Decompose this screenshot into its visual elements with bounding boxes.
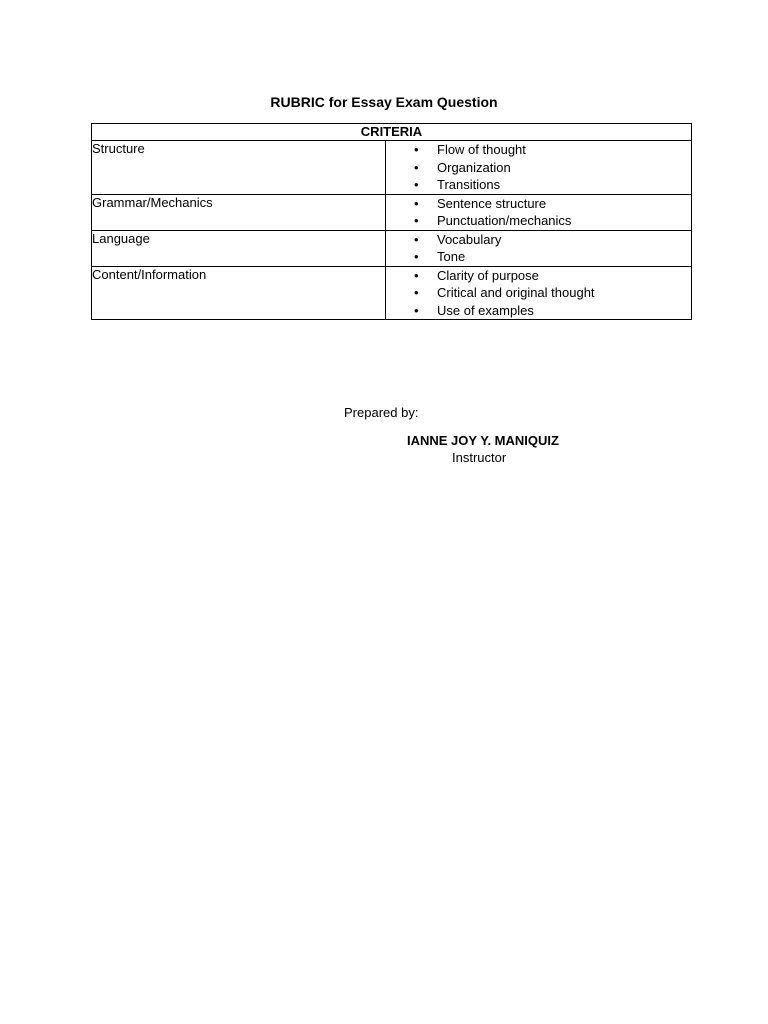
criterion-item bbox=[386, 248, 691, 266]
criterion-item-text: Sentence structure bbox=[437, 195, 547, 211]
criterion-item bbox=[386, 284, 691, 302]
bullet-icon: • bbox=[414, 249, 419, 264]
rubric-row-grammar-mechanics bbox=[92, 194, 692, 230]
bullet-icon: • bbox=[414, 267, 419, 283]
rubric-row-language bbox=[92, 230, 692, 266]
criterion-item-text: Critical and original thought bbox=[437, 285, 595, 300]
criterion-item-list bbox=[386, 141, 691, 194]
bullet-icon: • bbox=[414, 213, 419, 228]
bullet-icon: • bbox=[414, 195, 419, 211]
criterion-item bbox=[386, 159, 691, 177]
criterion-item-text: Tone bbox=[437, 249, 466, 264]
criteria-header: CRITERIA bbox=[92, 124, 692, 141]
criterion-item-text: Clarity of purpose bbox=[437, 267, 539, 283]
criterion-item-list bbox=[386, 231, 691, 266]
bullet-icon: • bbox=[414, 142, 419, 157]
criterion-items bbox=[386, 266, 692, 320]
criterion-name: Content/Information bbox=[92, 266, 386, 320]
document-title: RUBRIC for Essay Exam Question bbox=[270, 94, 498, 110]
criterion-item bbox=[386, 267, 691, 285]
criterion-item-text: Organization bbox=[437, 159, 511, 175]
preparer-name: IANNE JOY Y. MANIQUIZ bbox=[407, 433, 559, 448]
bullet-icon: • bbox=[414, 159, 419, 175]
criterion-item bbox=[386, 176, 691, 194]
criterion-name: Language bbox=[92, 230, 386, 266]
criterion-item bbox=[386, 195, 691, 213]
bullet-icon: • bbox=[414, 285, 419, 300]
criterion-item bbox=[386, 302, 691, 320]
rubric-header-row bbox=[92, 124, 692, 141]
bullet-icon: • bbox=[414, 302, 419, 318]
rubric-table bbox=[91, 123, 692, 320]
criterion-item bbox=[386, 231, 691, 249]
criterion-items bbox=[386, 141, 692, 195]
criterion-item-text: Vocabulary bbox=[437, 231, 502, 247]
criterion-name: Grammar/Mechanics bbox=[92, 194, 386, 230]
preparer-role: Instructor bbox=[452, 450, 507, 465]
criterion-item-text: Use of examples bbox=[437, 302, 534, 318]
criterion-item bbox=[386, 212, 691, 230]
prepared-by-label: Prepared by: bbox=[344, 405, 419, 420]
criterion-item-text: Punctuation/mechanics bbox=[437, 213, 572, 228]
criterion-item-list bbox=[386, 267, 691, 320]
rubric-row-content-information bbox=[92, 266, 692, 320]
bullet-icon: • bbox=[414, 177, 419, 192]
rubric-row-structure bbox=[92, 141, 692, 195]
criterion-name: Structure bbox=[92, 141, 386, 195]
bullet-icon: • bbox=[414, 231, 419, 247]
criterion-items bbox=[386, 194, 692, 230]
criterion-items bbox=[386, 230, 692, 266]
criterion-item-text: Transitions bbox=[437, 177, 501, 192]
criterion-item-list bbox=[386, 195, 691, 230]
criterion-item-text: Flow of thought bbox=[437, 142, 526, 157]
criterion-item bbox=[386, 141, 691, 159]
